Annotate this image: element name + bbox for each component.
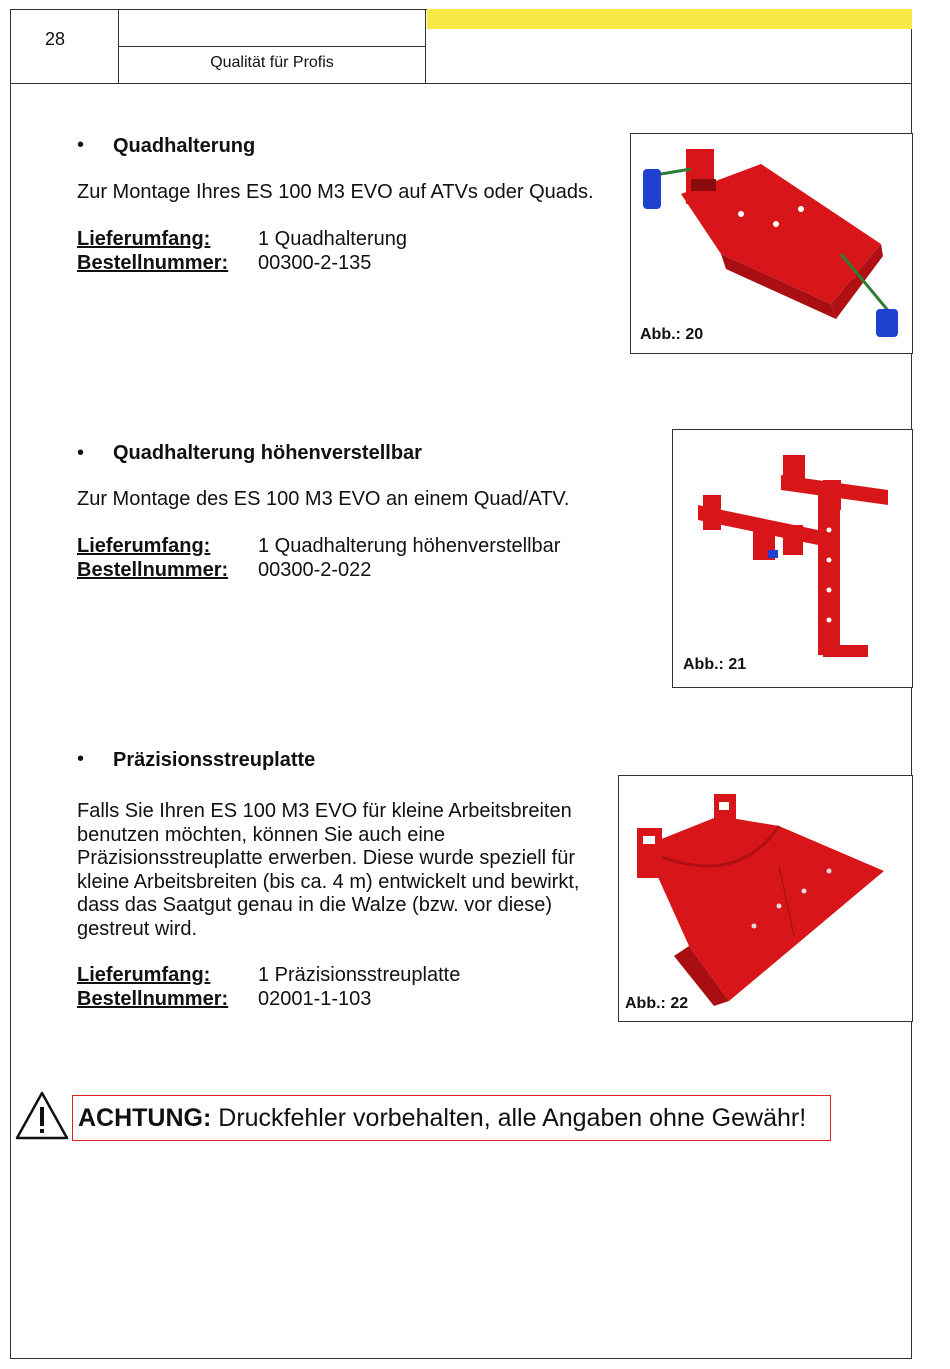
section-description bbox=[77, 800, 617, 941]
description-line: gestreut wird. bbox=[77, 917, 198, 940]
order-value: 00300-2-022 bbox=[258, 559, 372, 581]
header-empty-cell bbox=[119, 9, 425, 47]
warning-text bbox=[78, 1104, 806, 1133]
figure-caption: Abb.: 20 bbox=[640, 326, 704, 343]
warning-message: Druckfehler vorbehalten, alle Angaben ohne Gewähr! bbox=[211, 1104, 807, 1132]
section-title: Präzisionsstreuplatte bbox=[113, 749, 316, 771]
description-line: dass das Saatgut genau in die Walze (bzw. vor diese) bbox=[77, 894, 553, 916]
description-line: Präzisionsstreuplatte erwerben. Diese wurde speziell für bbox=[77, 847, 576, 869]
precision-plate-image bbox=[619, 776, 914, 1023]
figure-caption: Abb.: 22 bbox=[625, 995, 689, 1012]
description-line: benutzen möchten, können Sie auch eine bbox=[77, 823, 446, 846]
figure-caption: Abb.: 21 bbox=[683, 656, 747, 673]
delivery-value: 1 Quadhalterung bbox=[258, 228, 408, 250]
delivery-label: Lieferumfang: bbox=[77, 535, 211, 557]
delivery-label: Lieferumfang: bbox=[77, 228, 211, 250]
section-title: Quadhalterung höhenverstellbar bbox=[113, 442, 422, 464]
description-line: kleine Arbeitsbreiten (bis ca. 4 m) entwickelt und bewirkt, bbox=[77, 870, 580, 893]
delivery-value: 1 Präzisionsstreuplatte bbox=[258, 964, 461, 986]
figure-quad-mount-adjustable bbox=[672, 429, 913, 688]
page-number-cell bbox=[10, 9, 119, 83]
section-description: Zur Montage des ES 100 M3 EVO an einem Quad/ATV. bbox=[77, 488, 570, 510]
order-value: 00300-2-135 bbox=[258, 252, 372, 274]
delivery-label: Lieferumfang: bbox=[77, 964, 211, 986]
quad-mount-image bbox=[631, 134, 914, 355]
order-value: 02001-1-103 bbox=[258, 988, 372, 1010]
page-header bbox=[10, 9, 912, 84]
warning-triangle-icon bbox=[14, 1090, 70, 1142]
header-slogan-cell bbox=[119, 9, 426, 83]
header-slogan: Qualität für Profis bbox=[210, 54, 334, 71]
order-label: Bestellnummer: bbox=[77, 252, 229, 274]
order-label: Bestellnummer: bbox=[77, 559, 229, 581]
order-label: Bestellnummer: bbox=[77, 988, 229, 1010]
figure-quad-mount bbox=[630, 133, 913, 354]
quad-mount-adjustable-image bbox=[673, 430, 914, 689]
page-number: 28 bbox=[45, 29, 66, 49]
section-description: Zur Montage Ihres ES 100 M3 EVO auf ATVs oder Quads. bbox=[77, 181, 594, 203]
section-title: Quadhalterung bbox=[113, 135, 256, 157]
warning-label: ACHTUNG: bbox=[78, 1104, 212, 1132]
figure-precision-plate bbox=[618, 775, 913, 1022]
header-accent-bar bbox=[427, 9, 912, 29]
bullet: • bbox=[77, 748, 85, 770]
delivery-value: 1 Quadhalterung höhenverstellbar bbox=[258, 535, 561, 557]
bullet: • bbox=[77, 134, 85, 156]
description-line: Falls Sie Ihren ES 100 M3 EVO für kleine Arbeitsbreiten bbox=[77, 800, 572, 822]
warning-box bbox=[72, 1095, 831, 1141]
bullet: • bbox=[77, 442, 85, 464]
